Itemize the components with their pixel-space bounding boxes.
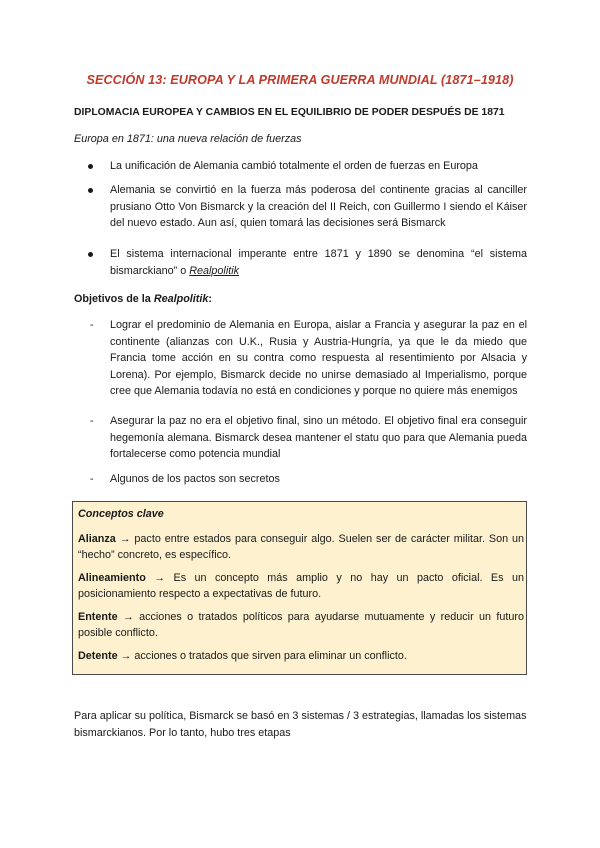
section-subheading: Europa en 1871: una nueva relación de fuerzas	[74, 133, 302, 145]
bullet-text: Alemania se convirtió en la fuerza más poderosa del continente gracias al canciller prusiano Otto Von Bismarck y la creación del II Reich, con Guillermo I siendo el Káiser del nuevo estado. Aun así, quien tomará las decisiones será Bismarck	[110, 184, 527, 229]
bullet-text-main: El sistema internacional imperante entre 1871 y 1890 se denomina “el sistema bismarckiano” o	[110, 248, 527, 277]
objective-text: Asegurar la paz no era el objetivo final, sino un método. El objetivo final era conseguir hegemonía alemana. Bismarck desea mantener el statu quo para que Alemania pueda fortalecerse como potencia mundial	[110, 415, 527, 460]
concept-term: Detente	[78, 650, 118, 662]
objective-text: Algunos de los pactos son secretos	[110, 473, 280, 485]
section-title: SECCIÓN 13: EUROPA Y LA PRIMERA GUERRA MUNDIAL (1871–1918)	[86, 73, 514, 87]
concept-term: Entente	[78, 611, 118, 623]
objectives-label: Objetivos de la	[74, 293, 154, 305]
concept-definition: Es un concepto más amplio y no hay un pacto oficial. Es un posicionamiento respecto a expectativas de futuro.	[78, 572, 524, 600]
dash-icon: -	[90, 415, 94, 427]
bullet-icon	[88, 164, 93, 169]
objectives-label-end: :	[208, 293, 213, 305]
key-concepts-box	[72, 501, 527, 675]
dash-icon: -	[90, 319, 94, 331]
concept-item	[78, 571, 524, 602]
key-concepts-title: Conceptos clave	[78, 508, 164, 520]
objectives-heading	[74, 293, 212, 305]
subtitle-heading: DIPLOMACIA EUROPEA Y CAMBIOS EN EL EQUILIBRIO DE PODER DESPUÉS DE 1871	[74, 107, 505, 118]
concept-term: Alianza	[78, 533, 116, 545]
concept-term: Alineamiento	[78, 572, 146, 584]
concept-item	[78, 610, 524, 641]
bullet-text	[110, 246, 527, 279]
objectives-label-italic: Realpolitik	[153, 293, 209, 305]
arrow-icon: →	[119, 533, 131, 545]
concept-item	[78, 649, 524, 665]
arrow-icon: →	[122, 611, 134, 623]
concept-definition: acciones o tratados políticos para ayudarse mutuamente y reducir un futuro posible conflicto.	[78, 611, 524, 639]
bullet-icon	[88, 252, 93, 257]
bullet-text: La unificación de Alemania cambió totalmente el orden de fuerzas en Europa	[110, 160, 478, 172]
concept-item	[78, 532, 524, 563]
realpolitik-link[interactable]: Realpolitik	[189, 264, 240, 277]
bullet-icon	[88, 188, 93, 193]
concept-definition: pacto entre estados para conseguir algo. Suelen ser de carácter militar. Son un “hecho” concreto, es específico.	[78, 533, 524, 561]
concept-definition: acciones o tratados que sirven para eliminar un conflicto.	[134, 650, 407, 662]
arrow-icon: →	[120, 650, 132, 662]
objective-text: Lograr el predominio de Alemania en Europa, aislar a Francia y asegurar la paz en el continente (alianzas con U.K., Rusia y Austria-Hungría, ya que le da miedo que Francia tome acción en su contra como respuesta al resentimiento por Alsacia y Lorena). Por ejemplo, Bismarck decide no unirse demasiado al Imperialismo, porque cree que Alemania todavía no está en condiciones y porque no quiere más enemigos	[110, 319, 527, 397]
dash-icon: -	[90, 473, 94, 485]
closing-paragraph: Para aplicar su política, Bismarck se basó en 3 sistemas / 3 estrategias, llamadas los sistemas bismarckianos. Por lo tanto, hubo tres etapas	[74, 710, 527, 739]
arrow-icon: →	[154, 572, 166, 584]
